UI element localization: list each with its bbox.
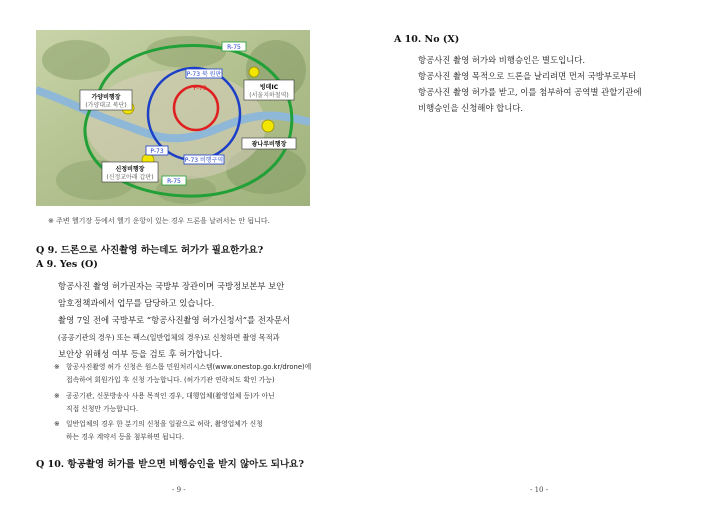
note-line: 접속하여 회원가입 후 신청 가능합니다. (허가기관 연락처도 확인 가능): [66, 375, 275, 384]
east-ic-sublabel: (서울지하철역): [249, 92, 289, 99]
note-mark: ※: [54, 420, 60, 428]
answer-10-line: 비행승인을 신청해야 합니다.: [418, 103, 524, 113]
note-mark: ※: [54, 392, 60, 400]
east-ic-label: 빙데IC: [259, 84, 279, 91]
p73-south-label: P-73 비행구역: [184, 157, 224, 164]
page-number-left: - 9 -: [172, 486, 186, 494]
p73-north-label: P-73 북 원판: [186, 71, 222, 78]
r75-top-label: R-75: [227, 44, 241, 51]
answer-9-line: 항공사진 촬영 허가권자는 국방부 장관이며 국방정보본부 보안: [58, 281, 285, 291]
answer-9-heading: A 9. Yes (O): [36, 259, 98, 270]
west-base-sublabel: (가양대교 북단): [85, 102, 127, 109]
east-base-marker: [262, 120, 274, 132]
answer-9-line: 보안상 위해성 여부 등을 검토 후 허가합니다.: [58, 349, 223, 359]
airspace-map: [36, 30, 310, 206]
answer-9-line: 암호정책과에서 업무를 담당하고 있습니다.: [58, 298, 215, 308]
note-1: [54, 361, 312, 386]
note-line: 일반업체의 경우 한 분기의 신청을 일괄으로 허락, 촬영업체가 신청: [66, 420, 263, 428]
note-line: 항공사진촬영 허가 신청은 원스톱 민원처리시스템(www.onestop.go.kr/drone)에: [66, 363, 312, 371]
east-base-label: 광나루비행장: [251, 141, 287, 148]
answer-10-body: [418, 52, 642, 116]
note-line: 하는 경우 계약서 등을 첨부하면 됩니다.: [66, 432, 185, 441]
question-10: Q 10. 항공촬영 허가를 받으면 비행승인을 받지 않아도 되나요?: [36, 459, 304, 470]
southwest-base-label: 신정비행장: [115, 166, 145, 173]
page-number-right: - 10 -: [530, 486, 549, 494]
r75-bottom-label: R-75: [167, 178, 181, 185]
note-line: 직접 신청만 가능합니다.: [66, 404, 139, 413]
note-line: 공공기관, 신문방송사 사용 목적인 경우, 대행업체(촬영업체 등)가 아닌: [66, 392, 275, 400]
answer-10-line: 항공사진 촬영 허가를 받고, 이를 첨부하여 공역별 관할기관에: [418, 87, 642, 97]
answer-10-line: 항공사진 촬영 목적으로 드론을 날리려면 먼저 국방부로부터: [418, 71, 637, 81]
map-caption: ※ 주변 헬기장 등에서 헬기 운항이 있는 경우 드론을 날려서는 안 됩니다.: [48, 217, 270, 225]
west-base-label: 가양비행장: [91, 94, 121, 101]
question-9: Q 9. 드론으로 사진촬영 하는데도 허가가 필요한가요?: [36, 245, 264, 256]
answer-9-body: [58, 278, 290, 363]
note-3: [54, 418, 263, 443]
p73-mid-label: P-73: [150, 148, 164, 155]
right-page: [360, 0, 720, 508]
answer-10-line: 항공사진 촬영 허가와 비행승인은 별도입니다.: [418, 55, 586, 65]
answer-10-heading: A 10. No (X): [394, 34, 460, 45]
answer-9-line: (공공기관의 경우) 또는 팩스(일반업체의 경우)로 신청하면 촬영 목적과: [58, 333, 280, 342]
answer-9-line: 촬영 7일 전에 국방부로 “항공사진촬영 허가신청서”를 전자문서: [58, 315, 291, 325]
note-2: [54, 390, 275, 415]
note-mark: ※: [54, 363, 60, 371]
southwest-base-sublabel: (신정교아래 갑판): [106, 174, 154, 181]
east-ic-marker: [249, 67, 259, 77]
p73-center-label: P-73: [193, 85, 207, 92]
